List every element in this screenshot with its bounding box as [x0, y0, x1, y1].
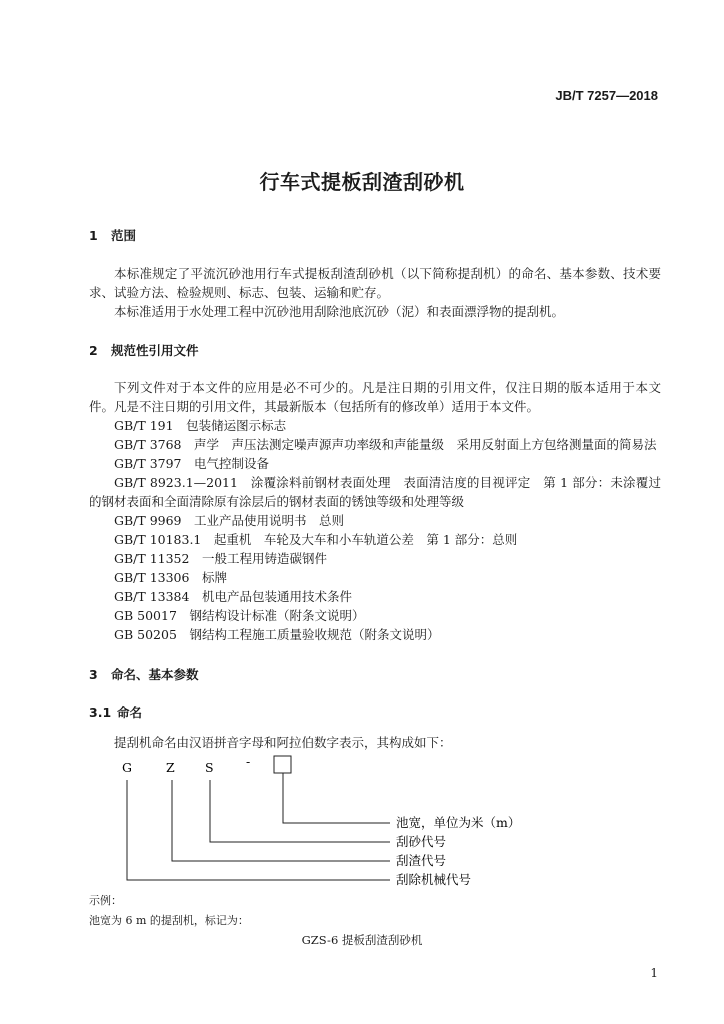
reference-code: GB/T 13306 — [114, 570, 190, 585]
section-title: 命名、基本参数 — [111, 667, 199, 682]
reference-title: 声学 声压法测定噪声源声功率级和声能量级 采用反射面上方包络测量面的简易法 — [194, 437, 657, 452]
reference-code: GB/T 191 — [114, 418, 174, 433]
section-2-heading — [89, 341, 199, 359]
section-number: 1 — [89, 228, 98, 243]
page-number: 1 — [650, 966, 658, 980]
scope-paragraph-2: 本标准适用于水处理工程中沉砂池用刮除池底沉砂（泥）和表面漂浮物的提刮机。 — [114, 304, 565, 319]
section-title: 命名 — [117, 705, 143, 720]
reference-item — [114, 568, 227, 586]
section-3-heading — [89, 665, 199, 683]
reference-item — [89, 473, 661, 511]
scope-paragraph-1: 本标准规定了平流沉砂池用行车式提板刮渣刮砂机（以下简称提刮机）的命名、基本参数、技术要求、试验方法、检验规则、标志、包装、运输和贮存。 — [89, 266, 661, 300]
standard-code: JB/T 7257—2018 — [555, 88, 658, 103]
page-title: 行车式提板刮渣刮砂机 — [259, 170, 465, 194]
letter-z: Z — [166, 760, 175, 775]
section-3-1-heading — [89, 703, 142, 721]
reference-code: GB/T 11352 — [114, 551, 190, 566]
section-title: 规范性引用文件 — [111, 343, 199, 358]
pool-width-box — [274, 756, 291, 773]
reference-code: GB/T 3797 — [114, 456, 182, 471]
reference-title: 电气控制设备 — [194, 456, 270, 471]
reference-title: 钢结构工程施工质量验收规范（附条文说明） — [189, 627, 440, 642]
reference-item — [114, 549, 327, 567]
reference-code: GB/T 13384 — [114, 589, 190, 604]
dash: - — [246, 754, 251, 769]
naming-intro: 提刮机命名由汉语拼音字母和阿拉伯数字表示，其构成如下： — [114, 735, 452, 750]
reference-item — [114, 606, 364, 624]
reference-item — [114, 625, 439, 643]
label-sand-code: 刮砂代号 — [396, 834, 447, 849]
reference-item — [114, 454, 269, 472]
leader-line-machine — [127, 780, 390, 880]
naming-diagram — [0, 750, 724, 890]
reference-code: GB/T 9969 — [114, 513, 182, 528]
leader-line-scum — [172, 780, 390, 861]
reference-title: 涂覆涂料前钢材表面处理 表面清洁度的目视评定 第 1 部分：未涂覆过的钢材表面和全面清除原有涂层后的钢材表面的锈蚀等级和处理等级 — [89, 475, 661, 509]
reference-title: 标牌 — [201, 570, 227, 585]
reference-item — [114, 530, 517, 548]
reference-code: GB 50017 — [114, 608, 177, 623]
reference-item — [114, 435, 657, 453]
label-pool-width: 池宽，单位为米（m） — [396, 815, 521, 830]
example-text: 池宽为 6 m 的提刮机，标记为： — [89, 914, 249, 927]
section-number: 3.1 — [89, 705, 112, 720]
label-scum-code: 刮渣代号 — [396, 853, 447, 868]
leader-line-pool-width — [283, 773, 390, 823]
reference-code: GB/T 10183.1 — [114, 532, 202, 547]
reference-title: 起重机 车轮及大车和小车轨道公差 第 1 部分：总则 — [213, 532, 518, 547]
label-machine-code: 刮除机械代号 — [396, 872, 472, 887]
reference-title: 钢结构设计标准（附条文说明） — [189, 608, 365, 623]
reference-item — [114, 511, 344, 529]
leader-line-sand — [210, 780, 390, 842]
letter-g: G — [122, 760, 132, 775]
reference-item — [114, 416, 286, 434]
reference-item — [114, 587, 352, 605]
reference-title: 工业产品使用说明书 总则 — [194, 513, 345, 528]
section-number: 2 — [89, 343, 98, 358]
letter-s: S — [205, 760, 214, 775]
normative-intro: 下列文件对于本文件的应用是必不可少的。凡是注日期的引用文件，仅注日期的版本适用于本文件。凡是不注日期的引用文件，其最新版本（包括所有的修改单）适用于本文件。 — [89, 380, 661, 414]
reference-code: GB/T 8923.1—2011 — [114, 475, 238, 490]
reference-code: GB/T 3768 — [114, 437, 182, 452]
reference-code: GB 50205 — [114, 627, 177, 642]
example-mark: GZS-6 提板刮渣刮砂机 — [301, 933, 423, 947]
reference-title: 机电产品包装通用技术条件 — [201, 589, 352, 604]
section-number: 3 — [89, 667, 98, 682]
reference-title: 包装储运图示标志 — [186, 418, 287, 433]
section-1-heading — [89, 226, 136, 244]
example-title: 示例： — [89, 894, 122, 907]
reference-title: 一般工程用铸造碳钢件 — [201, 551, 327, 566]
section-title: 范围 — [111, 228, 137, 243]
